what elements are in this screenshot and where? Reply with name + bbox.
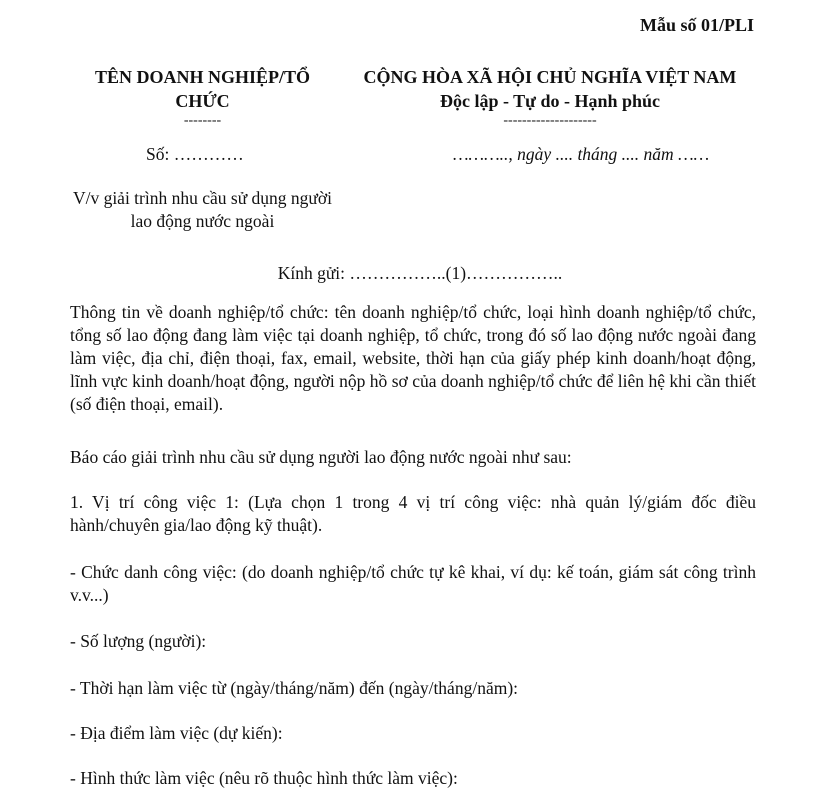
report-intro-line: Báo cáo giải trình nhu cầu sử dụng người lao động nước ngoài như sau: <box>70 447 572 467</box>
organization-header <box>70 65 335 129</box>
national-header <box>335 65 765 129</box>
date-line: ……….., ngày .... tháng .... năm …… <box>453 144 710 164</box>
organization-divider: -------- <box>183 113 222 128</box>
nation-title: CỘNG HÒA XÃ HỘI CHỦ NGHĨA VIỆT NAM <box>363 67 737 87</box>
organization-name-line2: CHỨC <box>175 91 230 111</box>
document-subject: V/v giải trình nhu cầu sử dụng người lao động nước ngoài <box>72 188 333 231</box>
work-duration-item: - Thời hạn làm việc từ (ngày/tháng/năm) đến (ngày/tháng/năm): <box>70 678 519 698</box>
organization-name-line1: TÊN DOANH NGHIỆP/TỔ <box>94 67 311 87</box>
form-code: Mẫu số 01/PLI <box>639 15 754 35</box>
nation-motto: Độc lập - Tự do - Hạnh phúc <box>439 91 661 111</box>
nation-divider: -------------------- <box>503 113 597 128</box>
job-position-item: 1. Vị trí công việc 1: (Lựa chọn 1 trong 4 vị trí công việc: nhà quản lý/giám đốc điều hành/chuyên gia/lao động kỹ thuật). <box>70 492 756 535</box>
document-number: Số: ………… <box>146 144 244 164</box>
job-title-item: - Chức danh công việc: (do doanh nghiệp/tổ chức tự kê khai, ví dụ: kế toán, giám sát công trình v.v...) <box>70 562 756 605</box>
recipient-line: Kính gửi: ……………..(1)…………….. <box>277 263 563 283</box>
work-form-item: - Hình thức làm việc (nêu rõ thuộc hình thức làm việc): <box>70 768 458 788</box>
quantity-item: - Số lượng (người): <box>70 631 207 651</box>
work-location-item: - Địa điểm làm việc (dự kiến): <box>70 723 283 743</box>
organization-info-paragraph: Thông tin về doanh nghiệp/tổ chức: tên doanh nghiệp/tổ chức, loại hình doanh nghiệp/tổ chức, tổng số lao động đang làm việc tại doanh nghiệp, tổ chức, trong đó số lao động nước ngoài đang làm việc, địa chỉ, điện thoại, fax, email, website, thời hạn của giấy phép kinh doanh/hoạt động, lĩnh vực kinh doanh/hoạt động, người nộp hồ sơ của doanh nghiệp/tổ chức để liên hệ khi cần thiết (số điện thoại, email). <box>70 302 756 414</box>
